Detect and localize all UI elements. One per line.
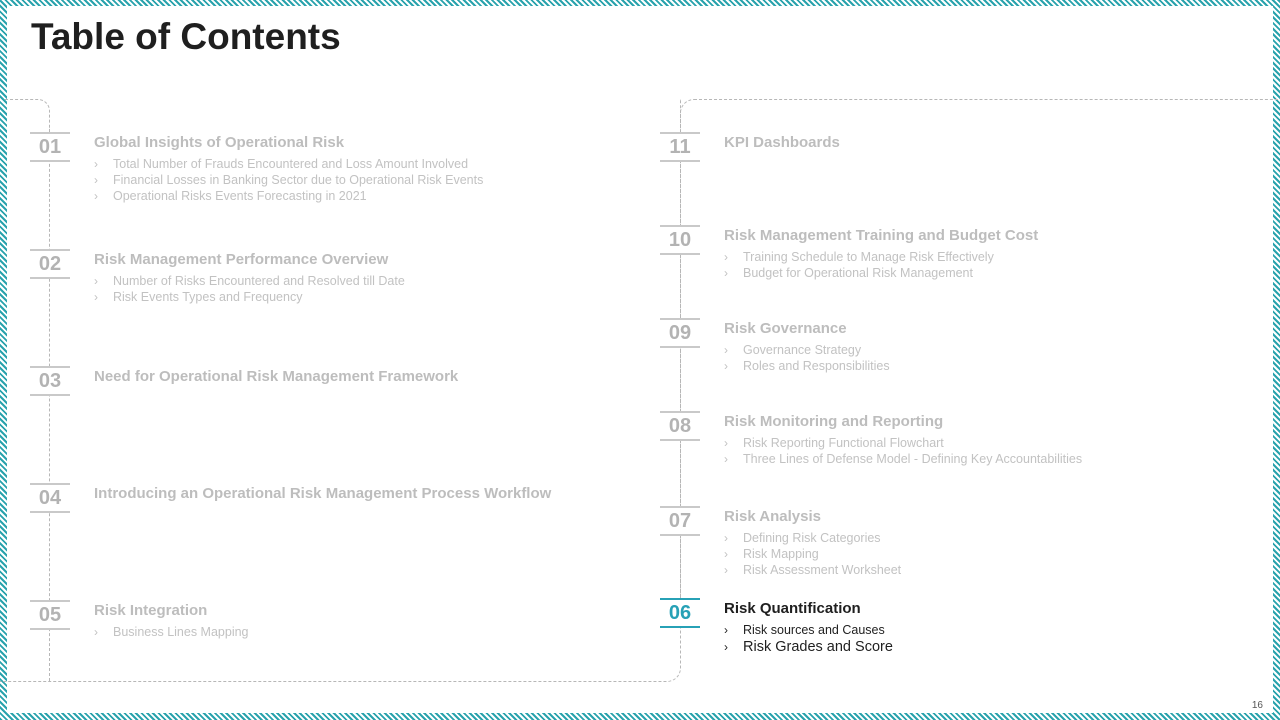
toc-subitem <box>94 273 634 289</box>
toc-number-02: 02 <box>30 249 70 279</box>
toc-number-11: 11 <box>660 132 700 162</box>
toc-number-05: 05 <box>30 600 70 630</box>
toc-subitem-label: Roles and Responsibilities <box>743 359 890 373</box>
toc-number-04: 04 <box>30 483 70 513</box>
toc-subitem <box>724 435 1264 451</box>
toc-subitem <box>94 156 634 172</box>
toc-subitems <box>94 156 634 204</box>
toc-entry-title: Risk Governance <box>724 320 847 337</box>
chevron-right-icon: › <box>94 625 98 639</box>
toc-number-07: 07 <box>660 506 700 536</box>
toc-entry-01[interactable] <box>94 134 634 204</box>
toc-entry-title: Risk Integration <box>94 602 208 619</box>
toc-entry-07[interactable] <box>724 508 1264 578</box>
chevron-right-icon: › <box>724 623 728 637</box>
toc-subitem <box>724 530 1264 546</box>
toc-entry-title: Need for Operational Risk Management Framework <box>94 368 459 385</box>
toc-subitem-label: Total Number of Frauds Encountered and Loss Amount Involved <box>113 157 469 171</box>
toc-entry-10[interactable] <box>724 227 1264 281</box>
chevron-right-icon: › <box>94 274 98 288</box>
toc-subitem-label: Risk Reporting Functional Flowchart <box>743 436 944 450</box>
toc-subitem-label: Operational Risks Events Forecasting in 2021 <box>113 189 367 203</box>
toc-subitem-label: Risk Grades and Score <box>743 639 893 655</box>
toc-subitem <box>724 638 1264 657</box>
toc-subitem-label: Risk Mapping <box>743 547 819 561</box>
toc-entry-04[interactable] <box>94 485 634 507</box>
page-number: 16 <box>1251 700 1263 711</box>
toc-subitem <box>94 624 634 640</box>
toc-subitem <box>724 562 1264 578</box>
toc-subitem <box>94 188 634 204</box>
toc-subitems <box>724 249 1264 281</box>
chevron-right-icon: › <box>724 436 728 450</box>
chevron-right-icon: › <box>724 640 728 654</box>
slide <box>7 6 1273 713</box>
toc-number-01: 01 <box>30 132 70 162</box>
toc-subitems <box>724 622 1264 657</box>
toc-subitem <box>724 249 1264 265</box>
toc-subitem-label: Defining Risk Categories <box>743 531 881 545</box>
chevron-right-icon: › <box>94 157 98 171</box>
toc-entry-02[interactable] <box>94 251 634 305</box>
chevron-right-icon: › <box>724 359 728 373</box>
toc-subitem <box>724 342 1264 358</box>
page-title: Table of Contents <box>31 16 341 57</box>
toc-number-10: 10 <box>660 225 700 255</box>
chevron-right-icon: › <box>94 173 98 187</box>
toc-subitems <box>94 273 634 305</box>
toc-subitem-label: Training Schedule to Manage Risk Effectively <box>743 250 994 264</box>
toc-subitem <box>94 172 634 188</box>
toc-subitem <box>724 546 1264 562</box>
toc-subitem <box>724 622 1264 638</box>
toc-subitems <box>94 624 634 640</box>
toc-subitem <box>724 265 1264 281</box>
chevron-right-icon: › <box>724 250 728 264</box>
toc-subitem-label: Business Lines Mapping <box>113 625 249 639</box>
toc-entry-08[interactable] <box>724 413 1264 467</box>
toc-entry-title: Global Insights of Operational Risk <box>94 134 345 151</box>
toc-entry-06[interactable] <box>724 600 1264 657</box>
chevron-right-icon: › <box>724 452 728 466</box>
toc-number-03: 03 <box>30 366 70 396</box>
toc-entry-05[interactable] <box>94 602 634 640</box>
chevron-right-icon: › <box>724 563 728 577</box>
toc-subitem-label: Governance Strategy <box>743 343 862 357</box>
toc-entry-09[interactable] <box>724 320 1264 374</box>
toc-entry-03[interactable] <box>94 368 634 390</box>
chevron-right-icon: › <box>724 531 728 545</box>
chevron-right-icon: › <box>724 547 728 561</box>
toc-subitems <box>724 435 1264 467</box>
toc-entry-title: Risk Management Training and Budget Cost <box>724 227 1039 244</box>
chevron-right-icon: › <box>724 343 728 357</box>
toc-number-06: 06 <box>660 598 700 628</box>
chevron-right-icon: › <box>94 290 98 304</box>
toc-subitem <box>724 451 1264 467</box>
toc-subitem-label: Risk Assessment Worksheet <box>743 563 902 577</box>
toc-subitem <box>94 289 634 305</box>
toc-subitem-label: Financial Losses in Banking Sector due to Operational Risk Events <box>113 173 484 187</box>
toc-entry-title: KPI Dashboards <box>724 134 840 151</box>
toc-entry-title: Risk Analysis <box>724 508 821 525</box>
toc-entry-title: Risk Management Performance Overview <box>94 251 389 268</box>
chevron-right-icon: › <box>94 189 98 203</box>
timeline-track-left-vertical <box>49 129 50 681</box>
toc-entry-11[interactable] <box>724 134 1264 156</box>
toc-subitem-label: Budget for Operational Risk Management <box>743 266 973 280</box>
toc-subitem-label: Number of Risks Encountered and Resolved till Date <box>113 274 405 288</box>
toc-number-08: 08 <box>660 411 700 441</box>
toc-entry-title: Risk Monitoring and Reporting <box>724 413 944 430</box>
toc-subitems <box>724 342 1264 374</box>
toc-subitem-label: Risk sources and Causes <box>743 623 885 637</box>
toc-subitem-label: Risk Events Types and Frequency <box>113 290 303 304</box>
toc-subitems <box>724 530 1264 578</box>
toc-entry-title: Risk Quantification <box>724 600 861 617</box>
timeline-track-left-top <box>5 99 50 130</box>
chevron-right-icon: › <box>724 266 728 280</box>
toc-entry-title: Introducing an Operational Risk Management Process Workflow <box>94 485 552 502</box>
toc-subitem-label: Three Lines of Defense Model - Defining Key Accountabilities <box>743 452 1083 466</box>
toc-number-09: 09 <box>660 318 700 348</box>
toc-subitem <box>724 358 1264 374</box>
